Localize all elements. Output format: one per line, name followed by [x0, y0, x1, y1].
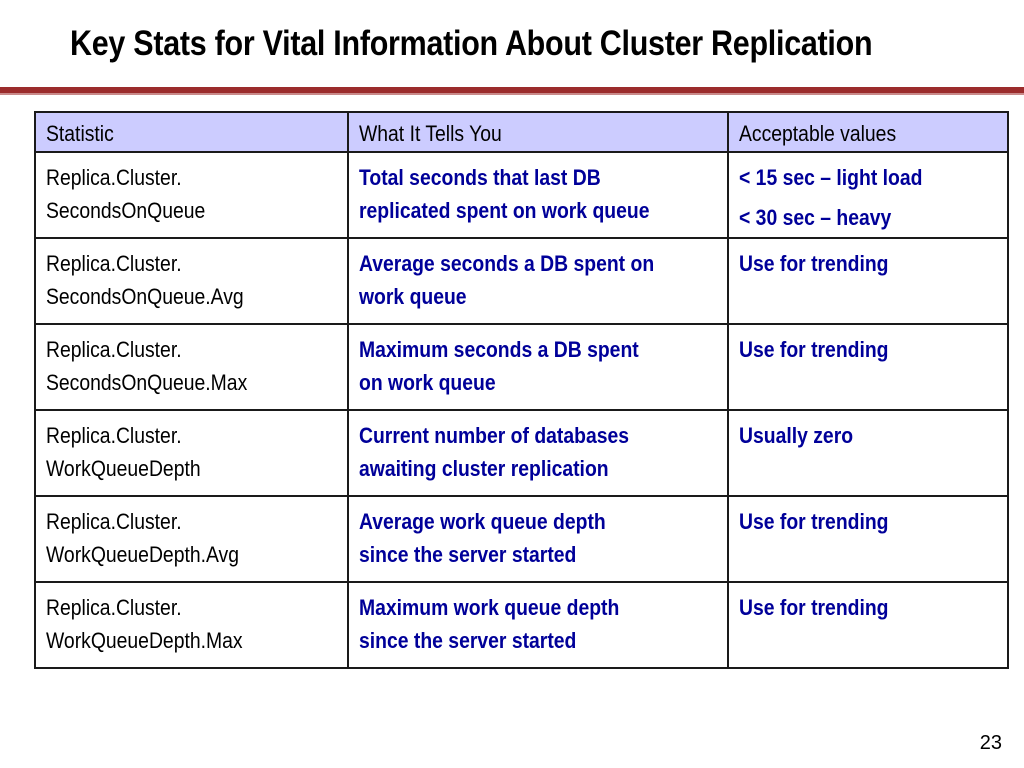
acceptable-cell: Use for trending: [728, 238, 1008, 324]
meaning-cell: Maximum seconds a DB spent on work queue: [348, 324, 728, 410]
meaning-cell: Average seconds a DB spent on work queue: [348, 238, 728, 324]
meaning-cell: Current number of databases awaiting cluster replication: [348, 410, 728, 496]
meaning-cell: Maximum work queue depth since the server started: [348, 582, 728, 668]
statistic-cell: Replica.Cluster. SecondsOnQueue.Max: [35, 324, 348, 410]
acceptable-cell: Use for trending: [728, 582, 1008, 668]
slide-title: Key Stats for Vital Information About Cluster Replication: [70, 24, 873, 63]
table-row: [35, 238, 1008, 324]
statistic-cell: Replica.Cluster. SecondsOnQueue.Avg: [35, 238, 348, 324]
acceptable-cell: Usually zero: [728, 410, 1008, 496]
statistic-cell: Replica.Cluster. SecondsOnQueue: [35, 152, 348, 238]
table-row: [35, 152, 1008, 238]
header-acceptable-values: Acceptable values: [728, 112, 1008, 152]
table-row: [35, 582, 1008, 668]
header-statistic: Statistic: [35, 112, 348, 152]
acceptable-cell: < 15 sec – light load < 30 sec – heavy: [728, 152, 1008, 238]
table-row: [35, 496, 1008, 582]
meaning-cell: Total seconds that last DB replicated spent on work queue: [348, 152, 728, 238]
statistic-cell: Replica.Cluster. WorkQueueDepth.Avg: [35, 496, 348, 582]
title-divider-shadow: [0, 93, 1024, 95]
acceptable-cell: Use for trending: [728, 324, 1008, 410]
meaning-cell: Average work queue depth since the server started: [348, 496, 728, 582]
stats-table: [34, 111, 1009, 669]
table-row: [35, 324, 1008, 410]
table-row: [35, 410, 1008, 496]
table-header-row: [35, 112, 1008, 152]
page-number: 23: [979, 732, 1002, 754]
header-what-it-tells-you: What It Tells You: [348, 112, 728, 152]
acceptable-cell: Use for trending: [728, 496, 1008, 582]
statistic-cell: Replica.Cluster. WorkQueueDepth.Max: [35, 582, 348, 668]
statistic-cell: Replica.Cluster. WorkQueueDepth: [35, 410, 348, 496]
